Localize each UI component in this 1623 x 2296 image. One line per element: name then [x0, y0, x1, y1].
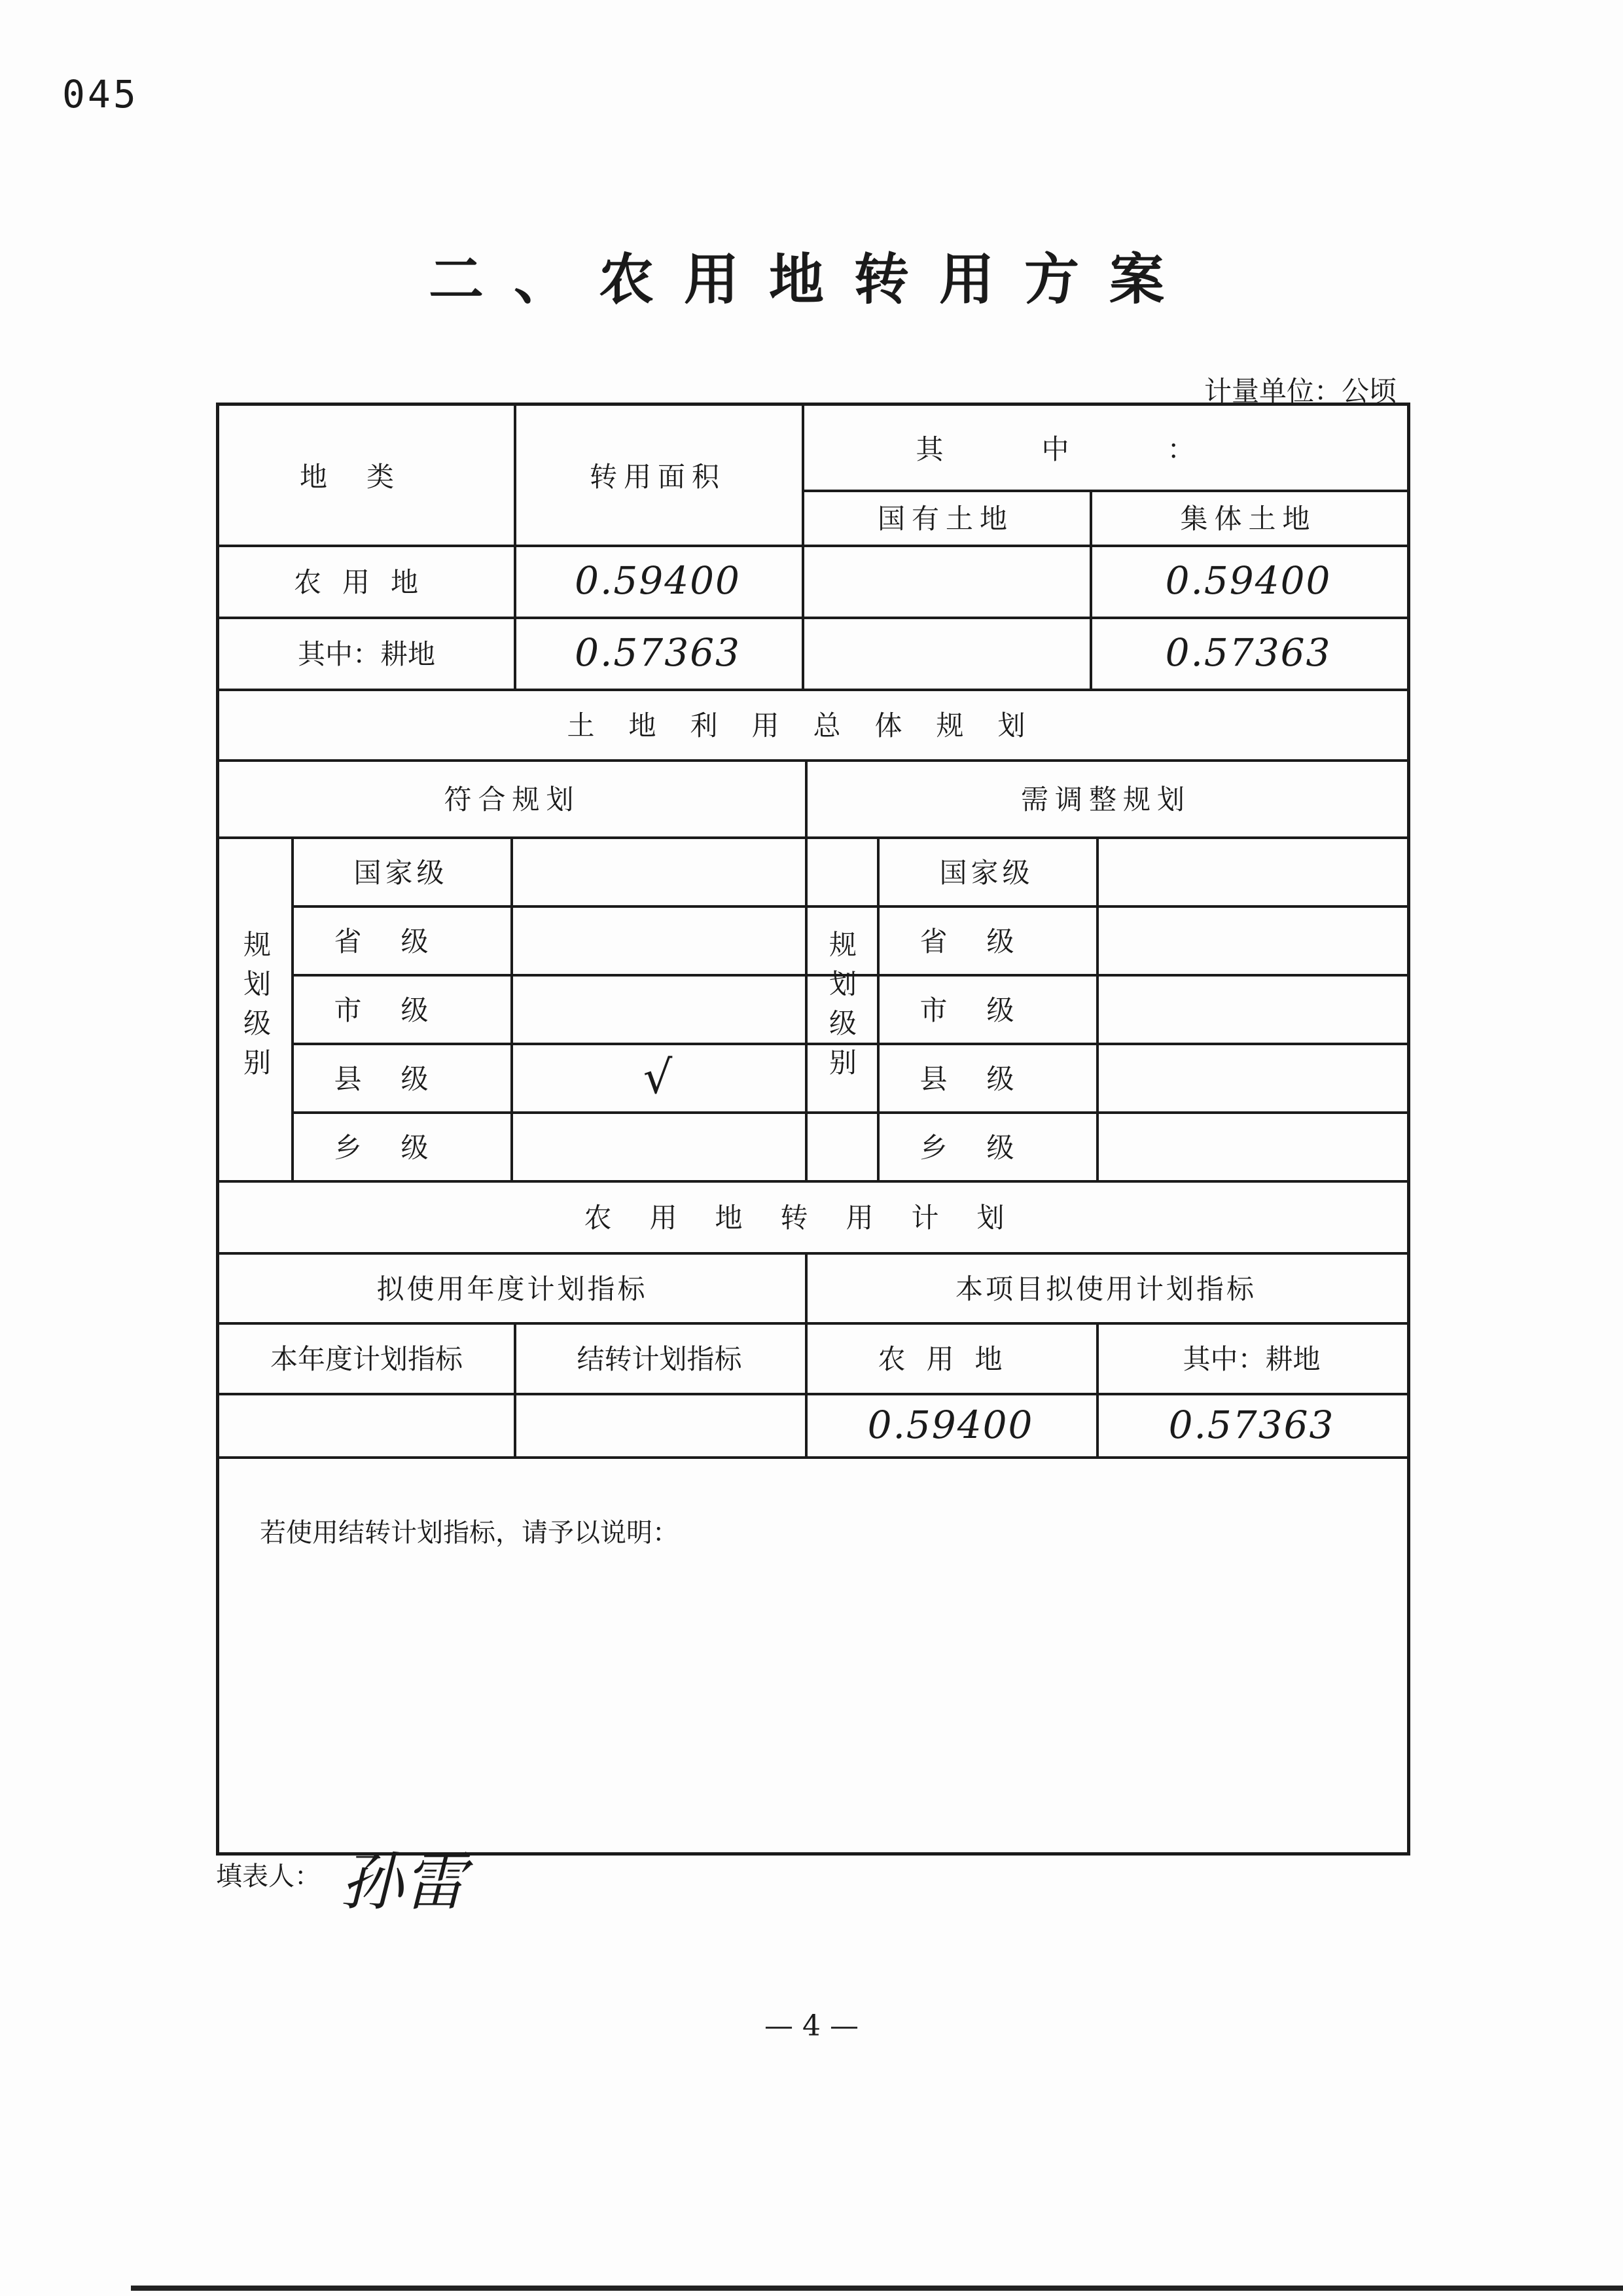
cultivated-quota-value: 0.57363 [1168, 1402, 1335, 1447]
adjust-mark-city [1096, 974, 1407, 1043]
carryover-note-label: 若使用结转计划指标，请予以说明： [260, 1518, 679, 1548]
conforming-level-township: 乡级 [334, 1131, 468, 1164]
rule [219, 1456, 1407, 1459]
row-cultivated-area: 0.57363 [575, 630, 741, 675]
conforming-level-city: 市级 [334, 994, 468, 1026]
farmland-col-header: 农用地 [878, 1343, 1024, 1375]
conversion-plan-title: 农用地转用计划 [584, 1202, 1043, 1234]
row-farmland-area: 0.59400 [575, 558, 741, 603]
row-farmland-collective: 0.59400 [1165, 558, 1332, 603]
conforming-title: 符合规划 [444, 783, 580, 816]
conversion-form [216, 403, 1410, 1856]
conforming-mark-province [510, 905, 805, 974]
adjust-mark-county [1096, 1043, 1407, 1111]
header-collective-land: 集体土地 [1180, 503, 1317, 535]
row-cultivated-state [802, 617, 1090, 689]
conforming-mark-national [510, 836, 805, 905]
conforming-mark-township [510, 1111, 805, 1180]
project-quota-title: 本项目拟使用计划指标 [955, 1272, 1257, 1305]
adjust-level-label: 规划级别 [825, 929, 857, 1087]
conforming-level-province: 省级 [334, 925, 468, 958]
header-land-type: 地类 [299, 461, 433, 493]
carryover-quota-value [514, 1393, 805, 1456]
scan-edge-rule [131, 2286, 1623, 2291]
conforming-mark-city [510, 974, 805, 1043]
conforming-level-county: 县级 [334, 1062, 468, 1095]
adjust-level-township: 乡级 [919, 1131, 1054, 1164]
conforming-level-national: 国家级 [353, 856, 448, 889]
page-title: 二、农用地转用方案 [428, 247, 1194, 312]
adjust-level-city: 市级 [919, 994, 1054, 1026]
row-farmland-state [802, 545, 1090, 617]
annual-quota-title: 拟使用年度计划指标 [376, 1272, 648, 1305]
this-year-quota-value [219, 1393, 514, 1456]
conforming-level-label: 规划级别 [240, 929, 272, 1087]
header-of-which: 其中： [916, 433, 1293, 465]
adjust-title: 需调整规划 [1020, 783, 1191, 816]
carryover-quota-header: 结转计划指标 [577, 1343, 742, 1375]
planning-section-title: 土地利用总体规划 [567, 709, 1060, 742]
adjust-mark-national [1096, 836, 1407, 905]
this-year-quota-header: 本年度计划指标 [270, 1343, 463, 1375]
unit-label: 计量单位：公顷 [1204, 375, 1397, 407]
farmland-quota-value: 0.59400 [867, 1402, 1034, 1447]
page-footer: — 4 — [764, 2009, 859, 2043]
adjust-mark-township [1096, 1111, 1407, 1180]
row-farmland-label: 农用地 [293, 566, 439, 598]
cultivated-col-header: 其中：耕地 [1183, 1343, 1321, 1375]
adjust-level-province: 省级 [919, 925, 1054, 958]
adjust-mark-province [1096, 905, 1407, 974]
adjust-level-county: 县级 [919, 1062, 1054, 1095]
filler-signature: 孙雷 [340, 1846, 466, 1919]
row-cultivated-label: 其中：耕地 [297, 638, 435, 670]
header-converted-area: 转用面积 [589, 461, 726, 493]
row-cultivated-collective: 0.57363 [1165, 630, 1332, 675]
header-state-land: 国有土地 [877, 503, 1014, 535]
conforming-mark-county: √ [643, 1050, 673, 1104]
filler-label: 填表人： [216, 1861, 321, 1892]
page-number: 045 [62, 72, 139, 117]
adjust-level-national: 国家级 [939, 856, 1034, 889]
